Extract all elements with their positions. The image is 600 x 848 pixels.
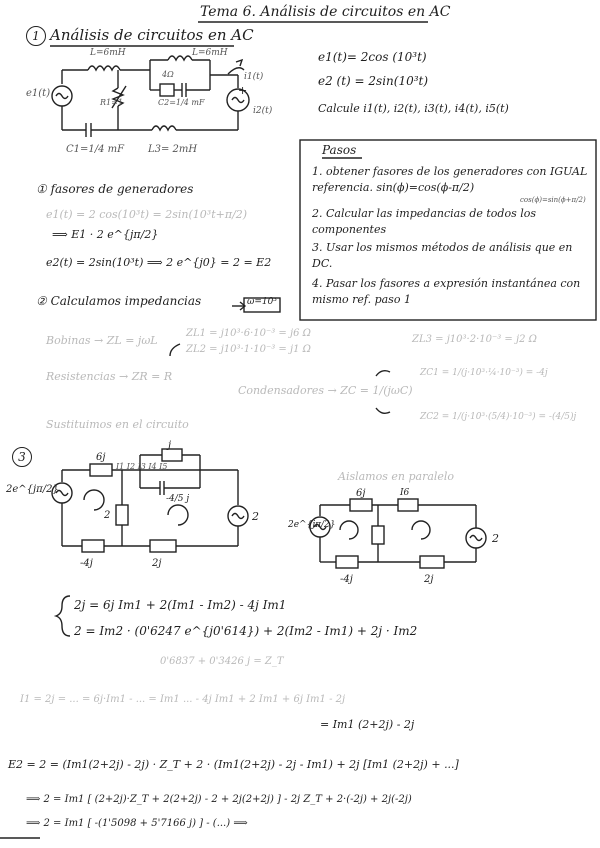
page-title: Tema 6. Análisis de circuitos en AC [200, 4, 451, 20]
pasos-step-1: 1. obtener fasores de los generadores con IGUAL referencia. sin(ϕ)=cos(ϕ-π/2) [312, 165, 588, 194]
mesh-i1-simplified: = Im1 (2+2j) - 2j [320, 718, 415, 731]
label-l3: L3= 2mH [148, 144, 198, 155]
c3-currents: I1 I2 I3 I4 I5 [116, 462, 168, 471]
label-l1: L=6mH [90, 48, 126, 58]
mesh-eq-2: 2 = Im2 · (0'6247 e^{j0'614}) + 2(Im2 - Im1) + 2j · Im2 [74, 624, 418, 638]
equation-e1: e1(t)= 2cos (10³t) [318, 50, 427, 64]
step-3-marker: 3 [12, 446, 36, 467]
section-1-title: Análisis de circuitos en AC [50, 26, 254, 44]
c4-z-i6: I6 [400, 488, 410, 498]
omega-value: ω=10³ [247, 297, 277, 307]
calcule-line: Calcule i1(t), i2(t), i3(t), i4(t), i5(t) [318, 102, 509, 115]
label-e1: e1(t) [26, 88, 51, 99]
mesh-e2: E2 = 2 = (Im1(2+2j) - 2j) · Z_T + 2 · (Im1(2+2j) - 2j - Im1) + 2j [Im1 (2+2j) + ...] [8, 758, 459, 771]
pasos-note: cos(ϕ)=sin(ϕ+π/2) [520, 196, 586, 204]
pasos-step-2: 2. Calcular las impedancias de todos los componentes [312, 207, 537, 236]
zc1: ZC1 = 1/(j·10³·¼·10⁻³) = -4j [420, 368, 548, 378]
equation-e2: e2 (t) = 2sin(10³t) [318, 74, 429, 88]
c3-z-j: j [168, 440, 172, 451]
zl3: ZL3 = j10³·2·10⁻³ = j2 Ω [412, 334, 537, 345]
condensadores-label: Condensadores → ZC = 1/(jωC) [238, 384, 413, 397]
label-i1: i1(t) [244, 72, 264, 82]
bobinas-label: Bobinas → ZL = jωL [46, 334, 158, 347]
label-i2: i2(t) [253, 106, 273, 116]
label-c1: C1=1/4 mF [66, 144, 125, 155]
fasores-heading: ① fasores de generadores [36, 182, 194, 196]
c4-z-m4j: -4j [340, 574, 353, 585]
c3-z-45: -4/5 j [166, 494, 190, 504]
pasos-step-4: 4. Pasar los fasores a expresión instantánea con mismo ref. paso 1 [312, 277, 581, 306]
zc2: ZC2 = 1/(j·10³·(5/4)·10⁻³) = -(4/5)j [420, 412, 577, 422]
pasos-title: Pasos [322, 143, 357, 157]
c4-z-6j: 6j [356, 488, 366, 499]
mesh-result: ⟹ 2 = Im1 [ -(1'5098 + 5'7166 j) ] - (...) ⟹ [26, 818, 248, 829]
section-1-heading [26, 26, 254, 46]
c3-source-left: 2e^{jπ/2} [6, 484, 59, 495]
label-r1: R1=1 [100, 98, 123, 107]
mesh-expand: ⟹ 2 = Im1 [ (2+2j)·Z_T + 2(2+2j) - 2 + 2j(2+2j) ] - 2j Z_T + 2·(-2j) + 2j(-2j) [26, 794, 412, 805]
c4-z-2j: 2j [424, 574, 434, 585]
fasores-line-1: e1(t) = 2 cos(10³t) = 2sin(10³t+π/2) [46, 208, 248, 221]
resistencias-label: Resistencias → ZR = R [46, 370, 173, 383]
section-number: 1 [26, 26, 46, 46]
label-c2: C2=1/4 mF [158, 98, 205, 107]
c3-source-right: 2 [252, 510, 259, 523]
c3-z-2: 2 [104, 510, 111, 521]
label-plus: + [238, 84, 248, 97]
mesh-zt: 0'6837 + 0'3426 j = Z_T [160, 656, 284, 667]
fasores-line-3: e2(t) = 2sin(10³t) ⟹ 2 e^{j0} = 2 = E2 [46, 256, 272, 269]
c3-z-6j: 6j [96, 452, 106, 463]
c3-z-2j: 2j [152, 558, 162, 569]
mesh-eq-1: 2j = 6j Im1 + 2(Im1 - Im2) - 4j Im1 [74, 598, 287, 612]
zl1: ZL1 = j10³·6·10⁻³ = j6 Ω [186, 328, 311, 339]
aislamos-label: Aislamos en paralelo [338, 470, 455, 483]
sustituimos-line: Sustituimos en el circuito [46, 418, 189, 431]
impedancias-heading: ② Calculamos impedancias [36, 294, 202, 308]
label-r-mid: 4Ω [162, 70, 174, 79]
label-l2: L=6mH [192, 48, 228, 58]
mesh-i1: I1 = 2j = ... = 6j·Im1 - ... = Im1 ... - 4j Im1 + 2 Im1 + 6j Im1 - 2j [20, 694, 346, 705]
c4-source-left: 2e^{jπ/2} [288, 520, 336, 530]
c4-source-right: 2 [492, 532, 499, 545]
fasores-line-2: ⟹ E1 · 2 e^{jπ/2} [52, 228, 159, 241]
pasos-step-3: 3. Usar los mismos métodos de análisis que en DC. [312, 241, 573, 270]
zl2: ZL2 = j10³·1·10⁻³ = j1 Ω [186, 344, 311, 355]
c3-z-m4j: -4j [80, 558, 93, 569]
